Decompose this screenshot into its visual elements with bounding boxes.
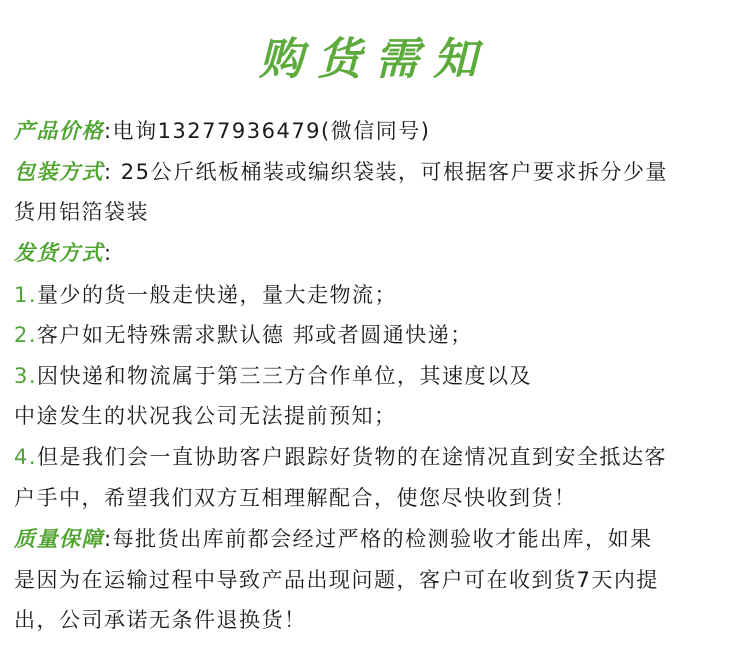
shipping-item-4-cont [14, 483, 577, 513]
shipping-item-1 [14, 280, 397, 310]
packaging-label: 包装方式 [14, 159, 104, 184]
packaging-text: : 25公斤纸板桶装或编织袋装，可根据客户要求拆分少量 [104, 160, 668, 184]
shipping-item-text: 因快递和物流属于第三三方合作单位，其速度以及 [37, 364, 533, 388]
shipping-item-number: 4. [14, 445, 38, 469]
quality-line-2 [14, 565, 659, 595]
page-title: 购货需知 [259, 34, 491, 85]
shipping-item-text: 但是我们会一直协助客户跟踪好货物的在途情况直到安全抵达客 [37, 445, 668, 469]
price-line [14, 116, 430, 146]
shipping-item-text: 客户如无特殊需求默认德 邦或者圆通快递； [37, 323, 473, 347]
shipping-item-3 [14, 361, 532, 391]
price-label: 产品价格 [14, 118, 104, 143]
quality-line [14, 524, 653, 554]
quality-text: :每批货出库前都会经过严格的检测验收才能出库，如果 [104, 527, 653, 551]
shipping-item-text-cont: 户手中，希望我们双方互相理解配合，使您尽快收到货！ [14, 486, 577, 510]
packaging-text-2: 货用铝箔袋装 [14, 200, 149, 224]
shipping-item-text-cont: 中途发生的状况我公司无法提前预知； [14, 404, 397, 428]
price-text: :电询13277936479(微信同号) [104, 119, 431, 143]
packaging-line [14, 157, 668, 187]
shipping-item-3-cont [14, 401, 397, 431]
shipping-colon: : [104, 241, 113, 265]
quality-text-3: 出，公司承诺无条件退换货！ [14, 608, 307, 632]
shipping-item-4 [14, 442, 667, 472]
shipping-line [14, 238, 113, 268]
quality-line-3 [14, 605, 307, 635]
packaging-line-2 [14, 197, 149, 227]
shipping-item-text: 量少的货一般走快递，量大走物流； [37, 283, 398, 307]
quality-label: 质量保障 [14, 526, 104, 551]
shipping-item-number: 1. [14, 283, 38, 307]
shipping-item-2 [14, 320, 473, 350]
shipping-label: 发货方式 [14, 240, 104, 265]
quality-text-2: 是因为在运输过程中导致产品出现问题，客户可在收到货7天内提 [14, 568, 659, 592]
shipping-item-number: 2. [14, 323, 38, 347]
shipping-item-number: 3. [14, 364, 38, 388]
